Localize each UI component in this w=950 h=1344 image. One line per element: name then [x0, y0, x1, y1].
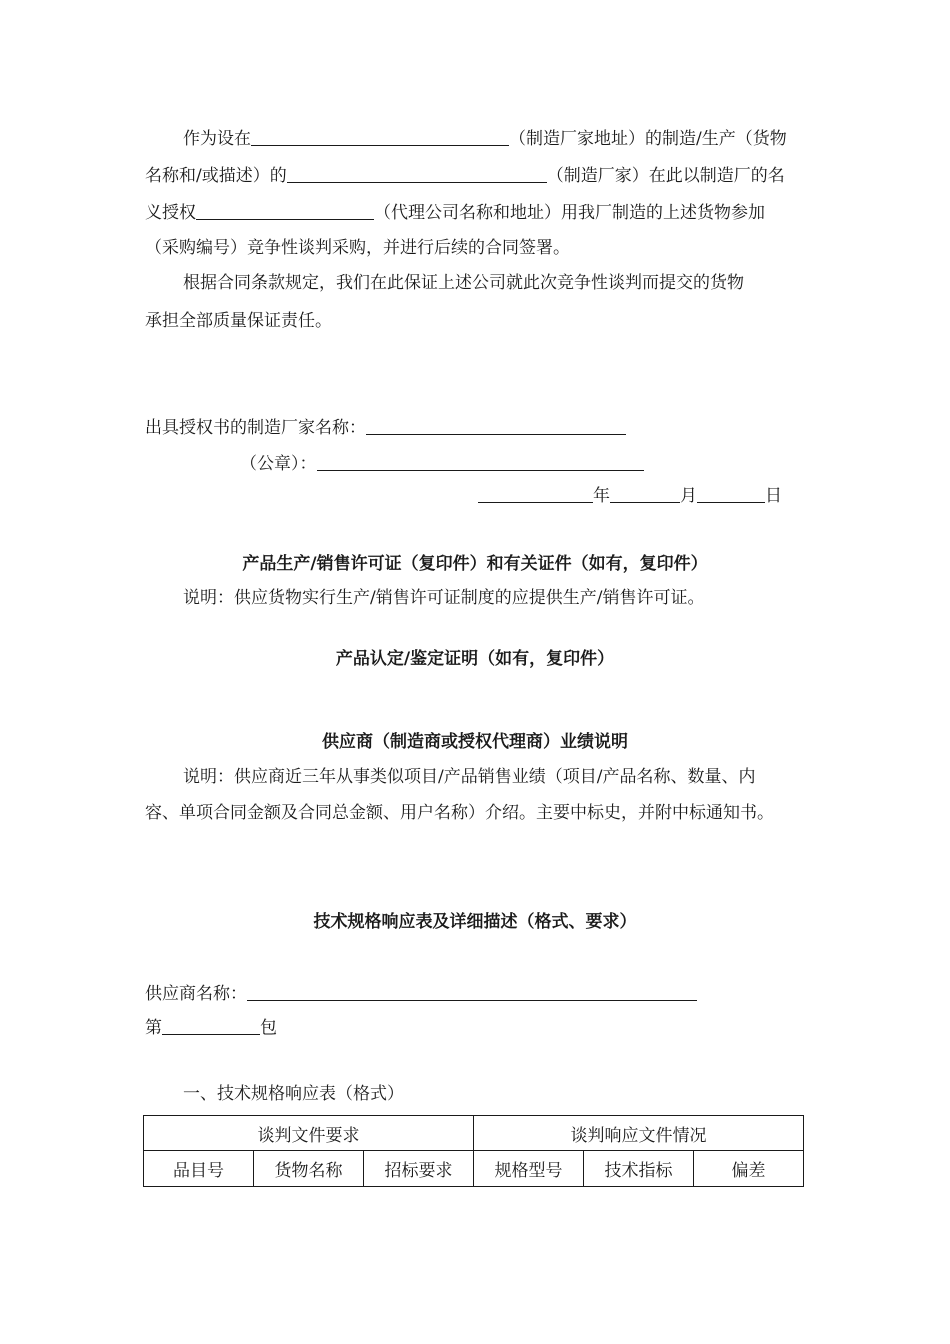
year-blank[interactable]: [478, 482, 593, 503]
spec-table-title: 一、技术规格响应表（格式）: [183, 1084, 404, 1104]
column-header-deviation: 偏差: [694, 1151, 804, 1187]
auth-line-1: 作为设在 （制造厂家地址）的制造/生产（货物: [183, 125, 787, 151]
table-group-header-row: [144, 1116, 804, 1151]
seal-blank[interactable]: [317, 450, 644, 471]
auth-line-5: 根据合同条款规定，我们在此保证上述公司就此次竞争性谈判而提交的货物: [183, 273, 744, 293]
table-column-header-row: [144, 1151, 804, 1187]
group-header-requirements: 谈判文件要求: [144, 1116, 474, 1151]
column-header-item-no: 品目号: [144, 1151, 254, 1187]
performance-note-line-1: 说明：供应商近三年从事类似项目/产品销售业绩（项目/产品名称、数量、内: [183, 767, 756, 787]
column-header-model: 规格型号: [474, 1151, 584, 1187]
day-blank[interactable]: [697, 482, 765, 503]
auth-line-4: （采购编号）竞争性谈判采购，并进行后续的合同签署。: [145, 238, 570, 258]
auth-line-6: 承担全部质量保证责任。: [145, 311, 332, 331]
certification-title: 产品认定/鉴定证明（如有，复印件）: [335, 649, 615, 669]
column-header-tech-indicator: 技术指标: [584, 1151, 694, 1187]
performance-title: 供应商（制造商或授权代理商）业绩说明: [322, 732, 628, 752]
manufacturer-signature-line: 出具授权书的制造厂家名称：: [145, 414, 626, 440]
auth-line-3: 义授权 （代理公司名称和地址）用我厂制造的上述货物参加: [145, 199, 765, 225]
manufacturer-signature-blank[interactable]: [366, 414, 626, 435]
spec-response-table: [143, 1115, 804, 1187]
spec-title: 技术规格响应表及详细描述（格式、要求）: [313, 912, 637, 932]
seal-line: （公章）：: [240, 450, 644, 476]
performance-note-line-2: 容、单项合同金额及合同总金额、用户名称）介绍。主要中标史，并附中标通知书。: [145, 803, 774, 823]
column-header-goods-name: 货物名称: [254, 1151, 364, 1187]
license-note: 说明：供应货物实行生产/销售许可证制度的应提供生产/销售许可证。: [183, 588, 705, 608]
package-number-blank[interactable]: [162, 1014, 260, 1035]
agent-name-blank[interactable]: [196, 199, 374, 220]
auth-line-2: 名称和/或描述）的 （制造厂家）在此以制造厂的名: [145, 162, 785, 188]
license-title: 产品生产/销售许可证（复印件）和有关证件（如有，复印件）: [242, 554, 708, 574]
month-blank[interactable]: [610, 482, 680, 503]
manufacturer-name-blank[interactable]: [287, 162, 547, 183]
supplier-name-blank[interactable]: [247, 980, 697, 1001]
column-header-tender-requirement: 招标要求: [364, 1151, 474, 1187]
manufacturer-address-blank[interactable]: [251, 125, 509, 146]
date-line: 年 月 日: [478, 482, 782, 508]
package-line: 第 包: [145, 1014, 277, 1040]
group-header-response: 谈判响应文件情况: [474, 1116, 804, 1151]
supplier-name-line: 供应商名称：: [145, 980, 697, 1006]
